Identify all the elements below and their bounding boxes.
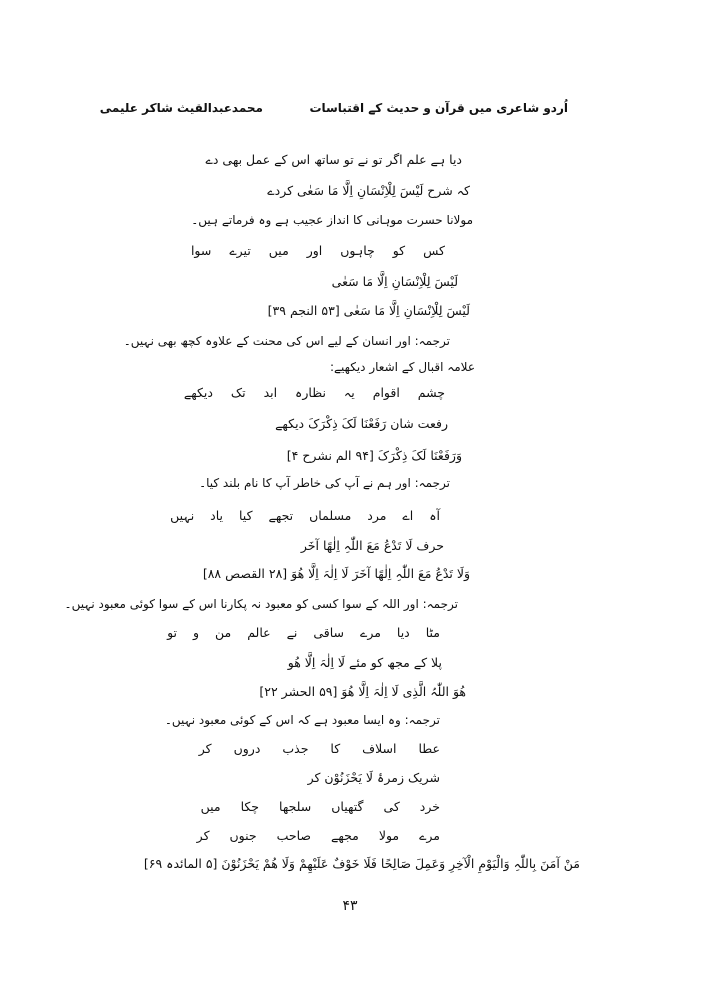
verse-line: مرے مولا مجھے صاحب جنوں کر bbox=[196, 828, 440, 843]
verse-line: پلا کے مجھ کو مئے لَا اِلٰہَ اِلَّا ھُو bbox=[287, 655, 442, 670]
translation: ترجمہ: اور اللہ کے سوا کسی کو معبود نہ پکارنا اس کے سوا کوئی معبود نہیں۔ bbox=[64, 597, 458, 611]
translation: ترجمہ: وہ ایسا معبود ہے کہ اس کے کوئی معبود نہیں۔ bbox=[164, 713, 440, 727]
translation: ترجمہ: اور انسان کے لیے اس کی محنت کے علاوہ کچھ بھی نہیں۔ bbox=[123, 334, 450, 348]
verse-line: چشم اقوام یہ نظارہ ابد تک دیکھے bbox=[183, 385, 445, 400]
translation: ترجمہ: اور ہم نے آپ کی خاطر آپ کا نام بلند کیا۔ bbox=[199, 476, 450, 490]
verse-line: کہ شرح لَیْسَ لِلْاِنْسَانِ اِلَّا مَا سَعٰی کردے bbox=[267, 183, 470, 198]
page-number: ۴۳ bbox=[342, 898, 358, 914]
verse-line: آہ اے مرد مسلماں تجھے کیا یاد نہیں bbox=[170, 508, 440, 523]
verse-line: کس کو چاہوں اور میں تیرے سوا bbox=[190, 243, 445, 258]
quran-citation: ھُوَ اللّٰہُ الَّذِی لَا اِلٰہَ اِلَّا ھُوَ [۵۹ الحشر ۲۲] bbox=[259, 684, 466, 699]
verse-line: شریک زمرۂ لَا یَحْزَنُوْن کر bbox=[307, 770, 440, 785]
quran-citation: وَرَفَعْنَا لَکَ ذِکْرَکَ [۹۴ الم نشرح ۴] bbox=[286, 448, 462, 463]
verse-line: حرف لَا تَدْعُ مَعَ اللّٰہِ اِلٰھًا آخَر bbox=[300, 538, 444, 553]
quran-citation: لَیْسَ لِلْاِنْسَانِ اِلَّا مَا سَعٰی [۵۳ النجم ۳۹] bbox=[267, 303, 470, 318]
paragraph: مولانا حسرت موہانی کا انداز عجیب ہے وہ فرماتے ہیں۔ bbox=[191, 213, 473, 227]
header-author: محمدعبدالقیث شاکر علیمی bbox=[99, 101, 263, 115]
verse-line: خرد کی گتھیاں سلجھا چکا میں bbox=[200, 799, 440, 814]
verse-line: عطا اسلاف کا جذب دروں کر bbox=[198, 741, 440, 756]
header-title: اُردو شاعری میں قرآن و حدیث کے اقتباسات bbox=[309, 101, 568, 115]
verse-line: رفعت شان رَفَعْنَا لَکَ ذِکْرَکَ دیکھے bbox=[275, 416, 448, 431]
quran-citation: وَلَا تَدْعُ مَعَ اللّٰہِ اِلٰھًا آخَرَ لَا اِلٰہَ اِلَّا ھُوَ [۲۸ القصص ۸۸] bbox=[202, 566, 470, 581]
verse-line: مٹا دیا مرے ساقی نے عالم من و تو bbox=[167, 625, 440, 640]
paragraph: علامہ اقبال کے اشعار دیکھیے: bbox=[329, 360, 475, 374]
quran-citation: مَنْ آمَنَ بِاللّٰہِ وَالْیَوْمِ الْآخِرِ وَعَمِلَ صَالِحًا فَلَا خَوْفٌ عَلَیْھِمْ وَلَا ھُمْ یَحْزَنُوْنَ [۵ المائدہ ۶۹] bbox=[143, 856, 580, 871]
verse-line: دیا ہے علم اگر تو نے تو ساتھ اس کے عمل بھی دے bbox=[205, 152, 462, 167]
verse-line: لَیْسَ لِلْاِنْسَانِ اِلَّا مَا سَعٰی bbox=[331, 274, 458, 289]
